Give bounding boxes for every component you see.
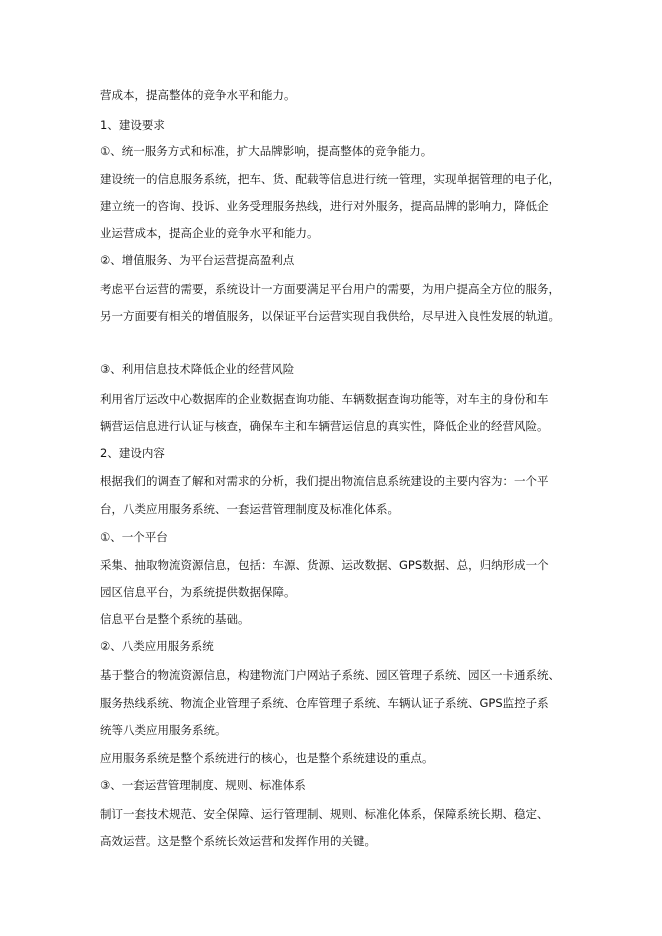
subsection-heading: ②、增值服务、为平台运营提高盈利点 <box>100 253 295 267</box>
text-line: 制订一套技术规范、安全保障、运行管理制、规则、标准化体系，保障系统长期、稳定、 <box>100 807 549 821</box>
text-line: 基于整合的物流资源信息，构建物流门户网站子系统、园区管理子系统、园区一卡通系统、 <box>100 668 560 682</box>
text-line: 统等八类应用服务系统。 <box>100 723 227 737</box>
section-heading: 1、建设要求 <box>100 118 165 132</box>
text-line: 服务热线系统、物流企业管理子系统、仓库管理子系统、车辆认证子系统、GPS监控子系 <box>100 696 549 710</box>
text-line: 另一方面要有相关的增值服务，以保证平台运营实现自我供给，尽早进入良性发展的轨道。 <box>100 309 560 323</box>
text-line: 信息平台是整个系统的基础。 <box>100 612 250 626</box>
text-line: 营成本，提高整体的竞争水平和能力。 <box>100 88 296 102</box>
text-line: 园区信息平台，为系统提供数据保障。 <box>100 585 296 599</box>
text-line: 考虑平台运营的需要，系统设计一方面要满足平台用户的需要，为用户提高全方位的服务， <box>100 282 560 296</box>
text-line: 利用省厅运改中心数据库的企业数据查询功能、车辆数据查询功能等，对车主的身份和车 <box>100 392 549 406</box>
text-line: 根据我们的调查了解和对需求的分析，我们提出物流信息系统建设的主要内容为：一个平 <box>100 474 549 488</box>
text-line: 采集、抽取物流资源信息，包括：车源、货源、运改数据、GPS数据、总，归纳形成一个 <box>100 558 549 572</box>
subsection-heading: ①、一个平台 <box>100 530 168 544</box>
text-line: 应用服务系统是整个系统进行的核心，也是整个系统建设的重点。 <box>100 751 434 765</box>
subsection-heading: ③、一套运营管理制度、规则、标准体系 <box>100 778 306 792</box>
subsection-heading: ③、利用信息技术降低企业的经营风险 <box>100 362 295 376</box>
text-line: 高效运营。这是整个系统长效运营和发挥作用的关键。 <box>100 834 376 848</box>
text-line: 业运营成本，提高企业的竞争水平和能力。 <box>100 226 319 240</box>
text-line: 台，八类应用服务系统、一套运营管理制度及标准化体系。 <box>100 502 399 516</box>
text-line: 辆营运信息进行认证与核查，确保车主和车辆营运信息的真实性，降低企业的经营风险。 <box>100 419 549 433</box>
text-line: 建立统一的咨询、投诉、业务受理服务热线，进行对外服务，提高品牌的影响力，降低企 <box>100 199 549 213</box>
section-heading: 2、建设内容 <box>100 446 165 460</box>
subsection-heading: ①、统一服务方式和标准，扩大品牌影响，提高整体的竞争能力。 <box>100 144 433 158</box>
text-line: 建设统一的信息服务系统，把车、货、配载等信息进行统一管理，实现单据管理的电子化， <box>100 172 560 186</box>
subsection-heading: ②、八类应用服务系统 <box>100 639 214 653</box>
